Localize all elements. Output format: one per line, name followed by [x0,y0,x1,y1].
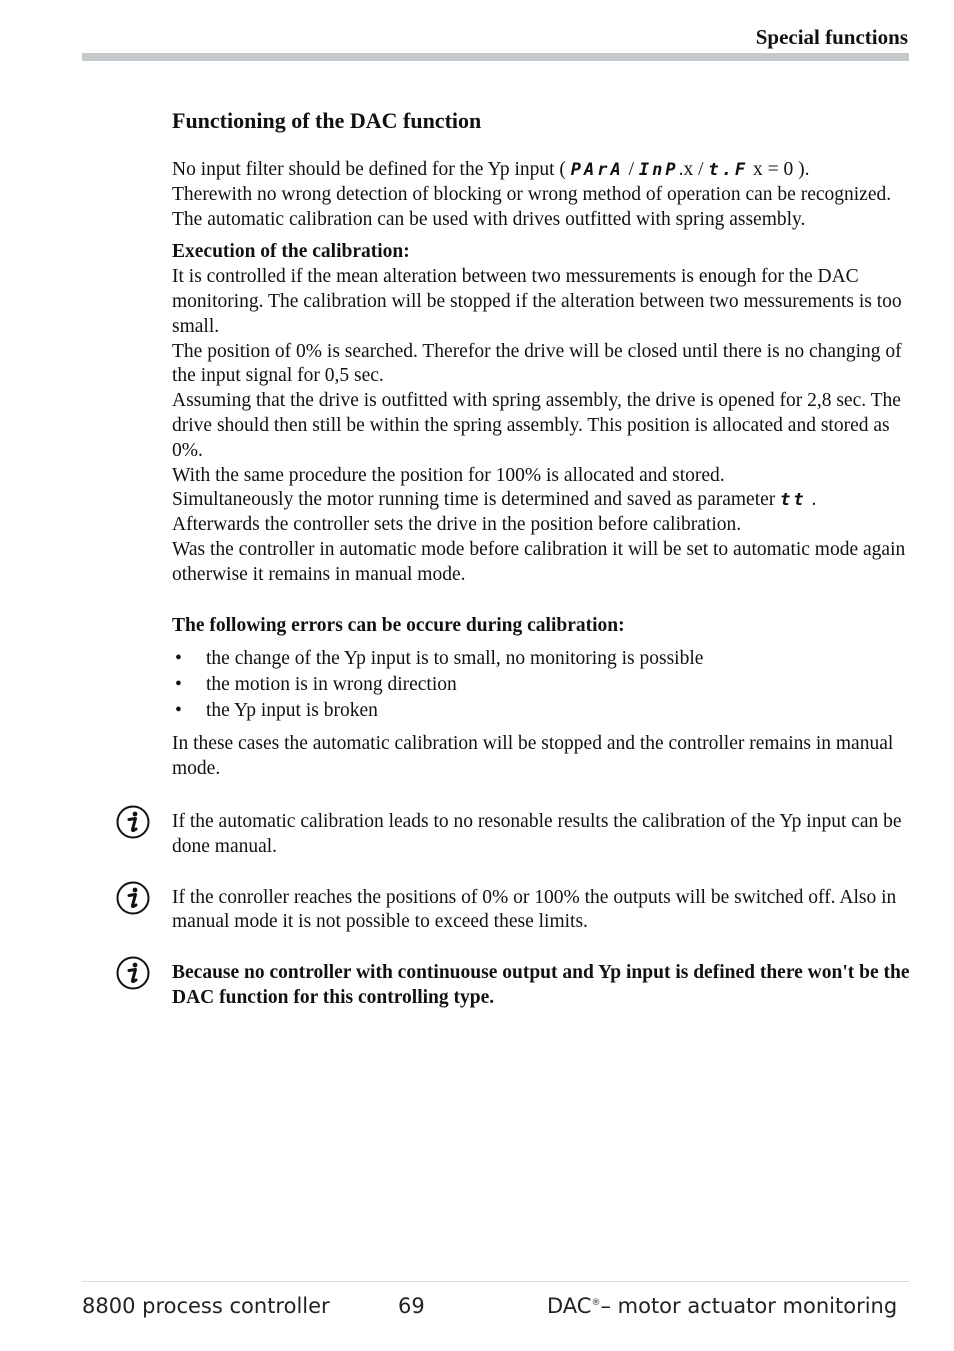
footer-chapter-prefix: DAC [547,1294,592,1318]
errors-list [172,646,912,724]
execution-paragraph: Assuming that the drive is outfitted with spring assembly, the drive is opened for 2,8 sec. The drive should then still be within the spring assembly. This position is allocated and stored as 0%. [172,390,901,461]
info-icon [116,881,150,915]
lcd-param-inp: InP [638,160,679,180]
section-title: Functioning of the DAC function [172,108,482,133]
footer-divider [82,1281,909,1282]
info-note [172,961,912,1011]
info-note [172,886,912,936]
intro-line-3: The automatic calibration can be used with drives outfitted with spring assembly. [172,208,806,230]
intro-text: No input filter should be defined for the Yp input ( [172,159,571,180]
execution-paragraph: Was the controller in automatic mode before calibration it will be set to automatic mode again otherwise it remains in manual mode. [172,538,906,585]
list-item-text: the Yp input is broken [206,700,378,722]
execution-block [172,240,912,587]
intro-line-2: Therewith no wrong detection of blocking or wrong method of operation can be recognized. [172,183,892,205]
intro-block [172,158,912,232]
execution-text: Simultaneously the motor running time is determined and saved as parameter [172,489,781,511]
list-item-text: the change of the Yp input is to small, no monitoring is possible [206,648,704,670]
execution-text: . [806,489,817,511]
execution-paragraph: With the same procedure the position for 100% is allocated and stored. [172,464,725,486]
separator: / [623,159,639,180]
info-note-text: If the automatic calibration leads to no resonable results the calibration of the Yp input can be done manual. [172,810,902,857]
execution-paragraph: Afterwards the controller sets the drive in the position before calibration. [172,514,742,536]
list-item [172,672,912,698]
footer-chapter [547,1294,897,1318]
main-content [172,106,912,1011]
intro-line-1 [172,158,912,183]
footer-chapter-suffix: – motor actuator monitoring [600,1294,898,1318]
bullet: • [175,648,182,670]
list-item [172,698,912,724]
info-note-text: If the conroller reaches the positions of 0% or 100% the outputs will be switched off. Also in manual mode it is not possible to exceed these limits. [172,886,897,933]
info-icon [116,805,150,839]
execution-paragraph: It is controlled if the mean alteration between two messurements is enough for the DAC monitoring. The calibration will be stopped if the alteration between two messurements is too small. [172,266,902,337]
page-header-title: Special functions [755,25,908,49]
info-icon [116,956,150,990]
header-divider [82,53,909,61]
intro-text: x = 0 ). [748,159,810,180]
lcd-param-para: PArA [570,160,624,180]
info-note [172,810,912,860]
bullet: • [175,674,182,696]
execution-paragraph [172,488,912,513]
lcd-param-tf: t.F [708,160,749,180]
info-note-text: Because no controller with continuouse output and Yp input is defined there won't be the DAC function for this controlling type. [172,962,910,1008]
errors-conclusion: In these cases the automatic calibration will be stopped and the controller remains in manual mode. [172,733,894,780]
execution-heading: Execution of the calibration: [172,241,410,263]
errors-heading: The following errors can be occure during calibration: [172,614,625,636]
lcd-param-tt: tt [780,490,807,511]
page-number: 69 [398,1294,425,1318]
registered-mark: ® [591,1298,601,1308]
footer-product: 8800 process controller [82,1294,330,1318]
intro-text: .x / [678,159,709,180]
list-item [172,646,912,672]
execution-paragraph: The position of 0% is searched. Therefor the drive will be closed until there is no changing of the input signal for 0,5 sec. [172,340,902,387]
list-item-text: the motion is in wrong direction [206,674,457,696]
bullet: • [175,700,182,722]
